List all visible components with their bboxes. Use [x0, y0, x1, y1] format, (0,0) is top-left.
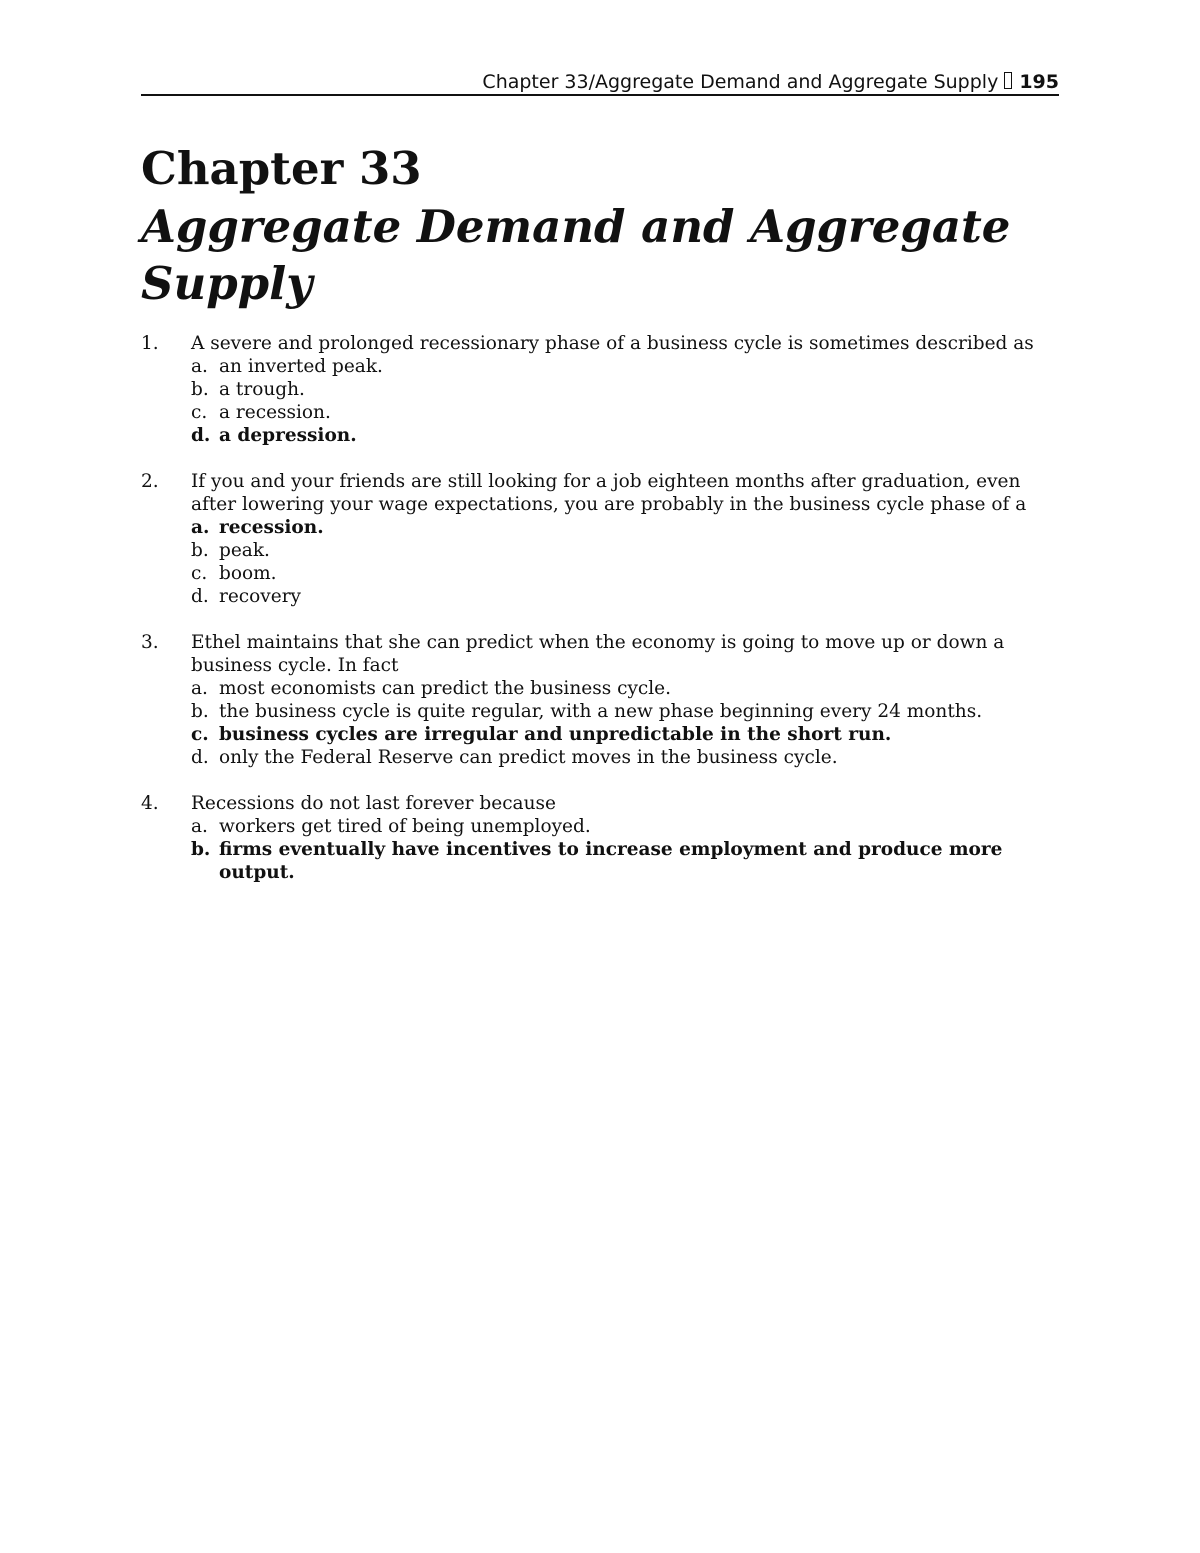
question-list: [141, 332, 1059, 907]
question-stem: Recessions do not last forever because: [191, 793, 556, 814]
option-c: [191, 401, 1059, 424]
chapter-number-heading: Chapter 33: [141, 142, 422, 195]
option-text: recovery: [219, 586, 301, 607]
option-text: business cycles are irregular and unpredictable in the short run.: [219, 724, 892, 745]
option-text: workers get tired of being unemployed.: [219, 816, 591, 837]
question-number: 1.: [141, 333, 159, 354]
option-a: [191, 677, 1059, 700]
option-letter: c.: [191, 563, 208, 584]
option-letter: a.: [191, 356, 208, 377]
option-text: firms eventually have incentives to increase employment and produce more output.: [219, 839, 1003, 883]
running-header-title: Chapter 33/Aggregate Demand and Aggregate Supply: [482, 71, 999, 93]
option-list: [191, 355, 1059, 447]
option-text: a trough.: [219, 379, 305, 400]
option-a: [191, 355, 1059, 378]
option-letter: d.: [191, 747, 209, 768]
option-letter: d.: [191, 425, 211, 446]
question-stem: A severe and prolonged recessionary phase of a business cycle is sometimes described as: [191, 333, 1034, 354]
option-b: [191, 700, 1059, 723]
option-letter: a.: [191, 678, 208, 699]
option-text: the business cycle is quite regular, with a new phase beginning every 24 months.: [219, 701, 983, 722]
option-text: peak.: [219, 540, 270, 561]
option-text: a recession.: [219, 402, 331, 423]
option-text: an inverted peak.: [219, 356, 383, 377]
option-list: [191, 516, 1059, 608]
option-b: [191, 539, 1059, 562]
option-c: [191, 723, 1059, 746]
question-stem: Ethel maintains that she can predict when the economy is going to move up or down a business cycle. In fact: [191, 632, 1005, 676]
question-number: 4.: [141, 793, 159, 814]
option-letter: b.: [191, 701, 209, 722]
running-header: [482, 68, 1059, 96]
option-a: [191, 516, 1059, 539]
question-stem: If you and your friends are still looking for a job eighteen months after graduation, even after lowering your wage expectations, you are probably in the business cycle phase of a: [191, 471, 1027, 515]
question-1: [141, 332, 1059, 447]
option-letter: b.: [191, 839, 211, 860]
option-letter: d.: [191, 586, 209, 607]
option-letter: c.: [191, 402, 208, 423]
header-rule: [141, 94, 1059, 96]
option-list: [191, 815, 1059, 884]
option-b: [191, 838, 1059, 884]
option-letter: b.: [191, 379, 209, 400]
option-a: [191, 815, 1059, 838]
option-text: most economists can predict the business cycle.: [219, 678, 672, 699]
option-list: [191, 677, 1059, 769]
option-letter: b.: [191, 540, 209, 561]
option-text: a depression.: [219, 425, 357, 446]
option-text: recession.: [219, 517, 324, 538]
question-2: [141, 470, 1059, 608]
option-letter: a.: [191, 517, 210, 538]
option-d: [191, 746, 1059, 769]
page-number: 195: [1019, 71, 1059, 93]
option-text: boom.: [219, 563, 277, 584]
question-number: 3.: [141, 632, 159, 653]
option-letter: a.: [191, 816, 208, 837]
option-text: only the Federal Reserve can predict moves in the business cycle.: [219, 747, 838, 768]
option-d: [191, 585, 1059, 608]
option-d: [191, 424, 1059, 447]
option-b: [191, 378, 1059, 401]
question-4: [141, 792, 1059, 884]
chapter-title-heading: Aggregate Demand and Aggregate Supply: [141, 200, 1011, 310]
question-number: 2.: [141, 471, 159, 492]
option-letter: c.: [191, 724, 209, 745]
option-c: [191, 562, 1059, 585]
question-3: [141, 631, 1059, 769]
missing-glyph-box-icon: [1004, 72, 1012, 89]
